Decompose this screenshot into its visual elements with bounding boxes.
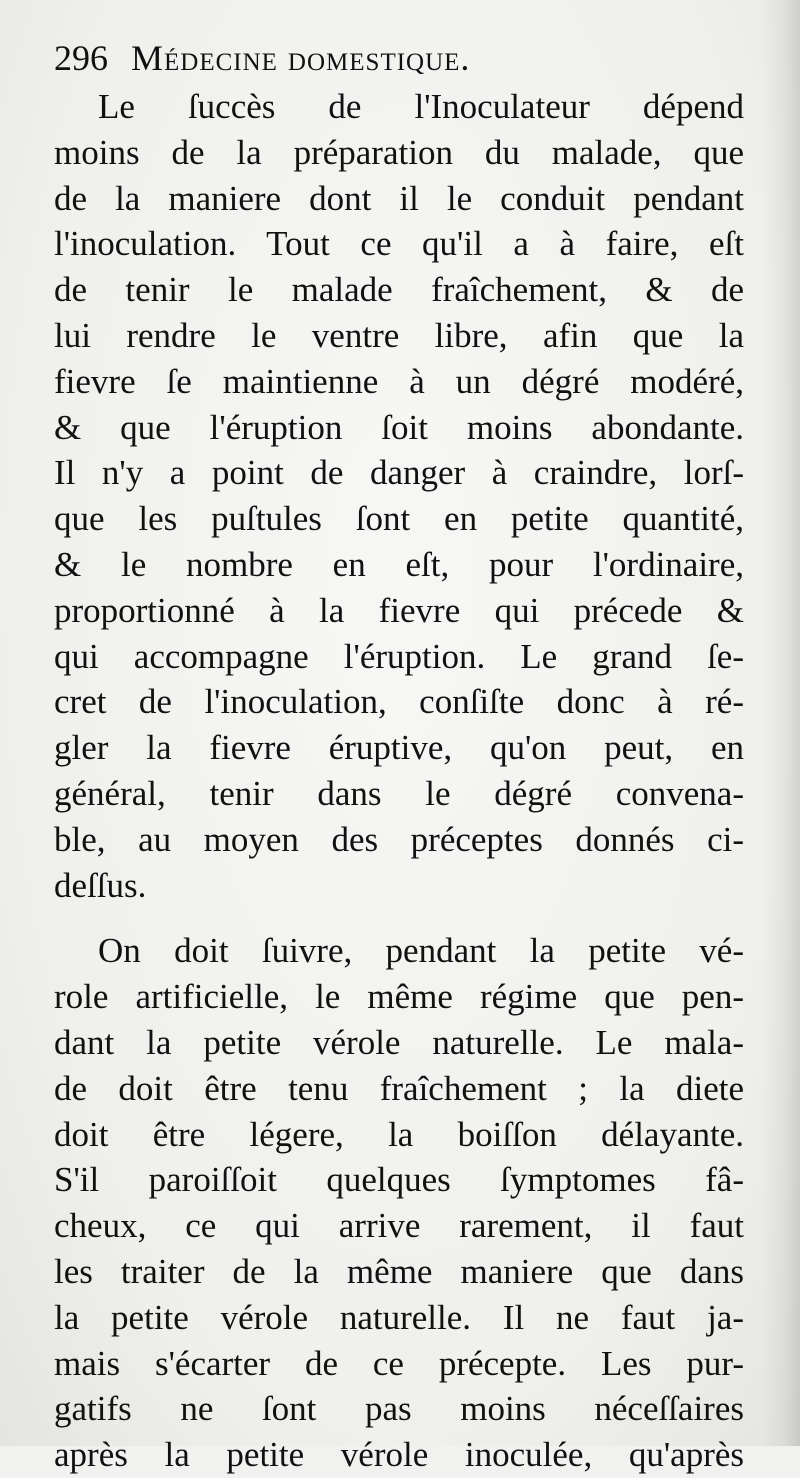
text-line: moins de la préparation du malade, que bbox=[54, 132, 744, 172]
text-line: dant la petite vérole naturelle. Le mala- bbox=[54, 1022, 744, 1062]
paragraph-2 bbox=[54, 928, 744, 1478]
text-line: S'il paroiſſoit quelques ſymptomes fâ- bbox=[54, 1160, 744, 1200]
text-line: proportionné à la fievre qui précede & bbox=[54, 590, 744, 630]
text-line: deſſus. bbox=[54, 865, 147, 905]
text-line: role artificielle, le même régime que pen- bbox=[54, 977, 744, 1017]
text-line: l'inoculation. Tout ce qu'il a à faire, eſt bbox=[54, 224, 744, 264]
text-line: mais s'écarter de ce précepte. Les pur- bbox=[54, 1343, 744, 1383]
text-line: cret de l'inoculation, conſiſte donc à ré- bbox=[54, 682, 744, 722]
text-line: la petite vérole naturelle. Il ne faut ja- bbox=[54, 1297, 744, 1337]
page-number: 296 bbox=[54, 38, 108, 78]
text-line: gler la fievre éruptive, qu'on peut, en bbox=[54, 728, 744, 768]
text-line: de la maniere dont il le conduit pendant bbox=[54, 178, 744, 218]
text-line: qui accompagne l'éruption. Le grand ſe- bbox=[54, 636, 744, 676]
text-line: On doit ſuivre, pendant la petite vé- bbox=[98, 931, 744, 971]
text-line: général, tenir dans le dégré convena- bbox=[54, 773, 744, 813]
body-text bbox=[54, 84, 744, 1478]
text-line: cheux, ce qui arrive rarement, il faut bbox=[54, 1206, 744, 1246]
text-line: doit être légere, la boiſſon délayante. bbox=[54, 1114, 744, 1154]
text-line: lui rendre le ventre libre, afin que la bbox=[54, 315, 744, 355]
paragraph-1 bbox=[54, 84, 744, 908]
text-line: & que l'éruption ſoit moins abondante. bbox=[54, 407, 744, 447]
text-line: de doit être tenu fraîchement ; la diete bbox=[54, 1068, 744, 1108]
text-line: de tenir le malade fraîchement, & de bbox=[54, 270, 744, 310]
text-line: que les puſtules ſont en petite quantité, bbox=[54, 499, 744, 539]
text-line: Le ſuccès de l'Inoculateur dépend bbox=[98, 87, 744, 126]
page-header bbox=[54, 34, 754, 82]
running-title: Médecine domestique. bbox=[131, 38, 471, 78]
page-edge-shadow bbox=[762, 0, 800, 1446]
text-line: après la petite vérole inoculée, qu'après bbox=[54, 1435, 744, 1475]
text-line: & le nombre en eſt, pour l'ordinaire, bbox=[54, 544, 744, 584]
text-line: gatifs ne ſont pas moins néceſſaires bbox=[54, 1389, 744, 1429]
text-line: ble, au moyen des préceptes donnés ci- bbox=[54, 819, 744, 859]
text-line: fievre ſe maintienne à un dégré modéré, bbox=[54, 361, 744, 401]
text-line: Il n'y a point de danger à craindre, lorſ- bbox=[54, 453, 744, 493]
text-line: les traiter de la même maniere que dans bbox=[54, 1251, 744, 1291]
